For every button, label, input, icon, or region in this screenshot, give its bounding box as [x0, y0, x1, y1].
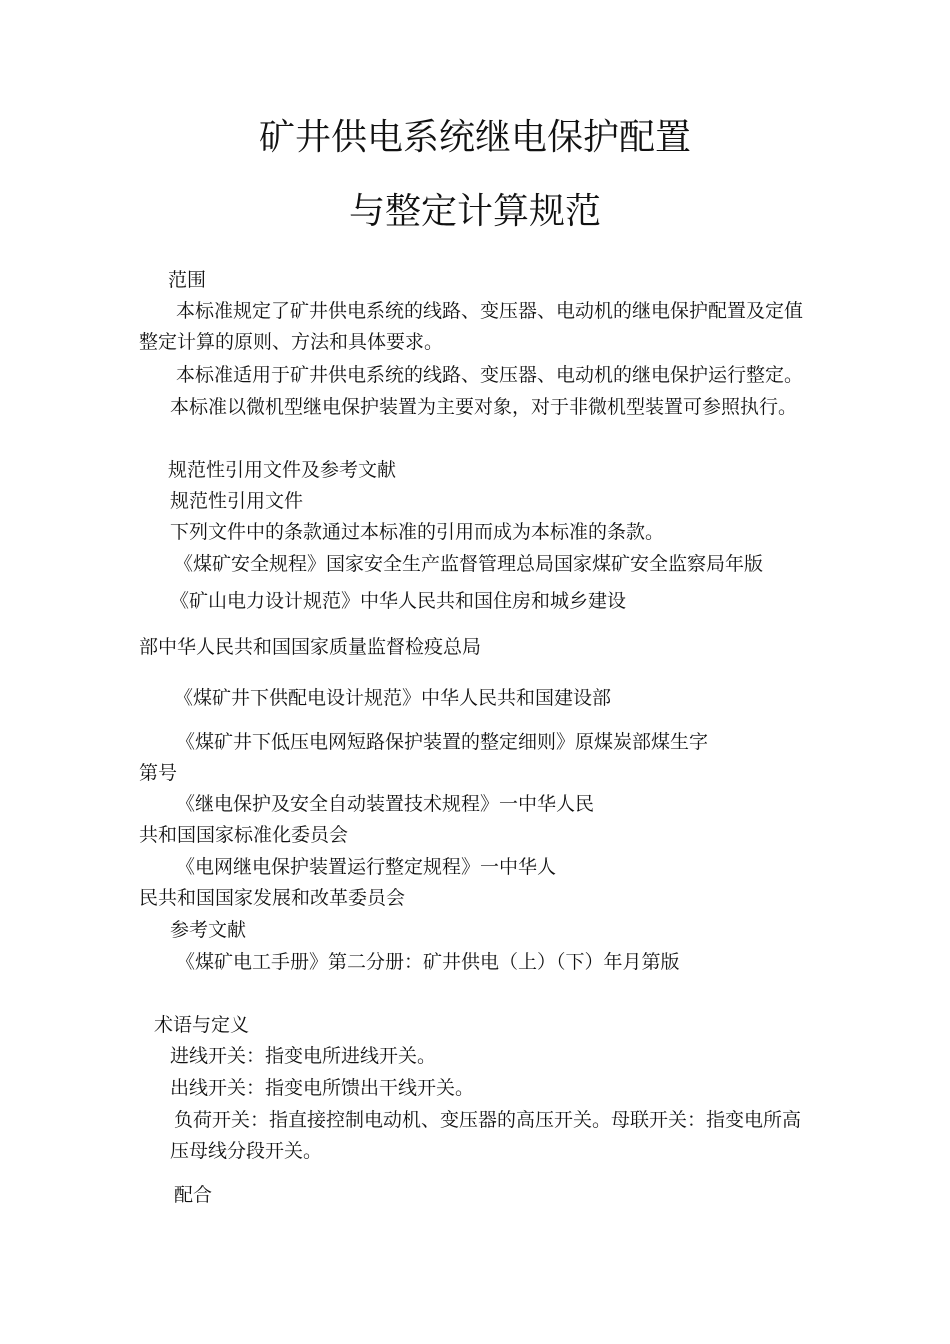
- paragraph-line: 整定计算的原则、方法和具体要求。: [139, 331, 444, 353]
- reference-item-continuation: 部中华人民共和国国家质量监督检疫总局: [139, 636, 482, 658]
- section-heading-scope: 范围: [168, 269, 207, 291]
- reference-item: 《继电保护及安全自动装置技术规程》一中华人民: [176, 793, 595, 815]
- document-title-line-1: 矿井供电系统继电保护配置: [258, 117, 691, 158]
- definition-item: 出线开关：指变电所馈出干线开关。: [170, 1077, 475, 1099]
- reference-item-continuation: 第号: [139, 762, 178, 784]
- definition-item: 负荷开关：指直接控制电动机、变压器的高压开关。母联开关：指变电所高: [174, 1109, 802, 1131]
- reference-item: 《煤矿井下供配电设计规范》中华人民共和国建设部: [174, 687, 612, 709]
- paragraph-line: 本标准以微机型继电保护装置为主要对象，对于非微机型装置可参照执行。: [170, 396, 798, 418]
- reference-item: 《矿山电力设计规范》中华人民共和国住房和城乡建设: [170, 590, 627, 612]
- reference-item: 《煤矿电工手册》第二分册：矿井供电（上）（下）年月第版: [176, 951, 680, 973]
- document-title-line-2: 与整定计算规范: [348, 191, 601, 232]
- paragraph-line: 下列文件中的条款通过本标准的引用而成为本标准的条款。: [170, 521, 665, 543]
- section-heading-references: 规范性引用文件及参考文献: [168, 459, 397, 481]
- reference-item-continuation: 共和国国家标准化委员会: [139, 824, 349, 846]
- paragraph-line: 本标准规定了矿井供电系统的线路、变压器、电动机的继电保护配置及定值: [176, 300, 804, 322]
- paragraph-line: 本标准适用于矿井供电系统的线路、变压器、电动机的继电保护运行整定。: [176, 364, 804, 386]
- reference-item: 《煤矿安全规程》国家安全生产监督管理总局国家煤矿安全监察局年版: [174, 553, 764, 575]
- reference-item-continuation: 民共和国国家发展和改革委员会: [139, 887, 406, 909]
- reference-item: 《煤矿井下低压电网短路保护装置的整定细则》原煤炭部煤生字: [176, 731, 709, 753]
- subsection-heading-normative-references: 规范性引用文件: [170, 490, 304, 512]
- subsection-heading-bibliography: 参考文献: [170, 919, 247, 941]
- definition-item: 进线开关：指变电所进线开关。: [170, 1045, 437, 1067]
- section-heading-terms: 术语与定义: [154, 1014, 250, 1036]
- section-heading-coordination: 配合: [174, 1184, 213, 1206]
- definition-item-continuation: 压母线分段开关。: [170, 1140, 323, 1162]
- reference-item: 《电网继电保护装置运行整定规程》一中华人: [176, 856, 557, 878]
